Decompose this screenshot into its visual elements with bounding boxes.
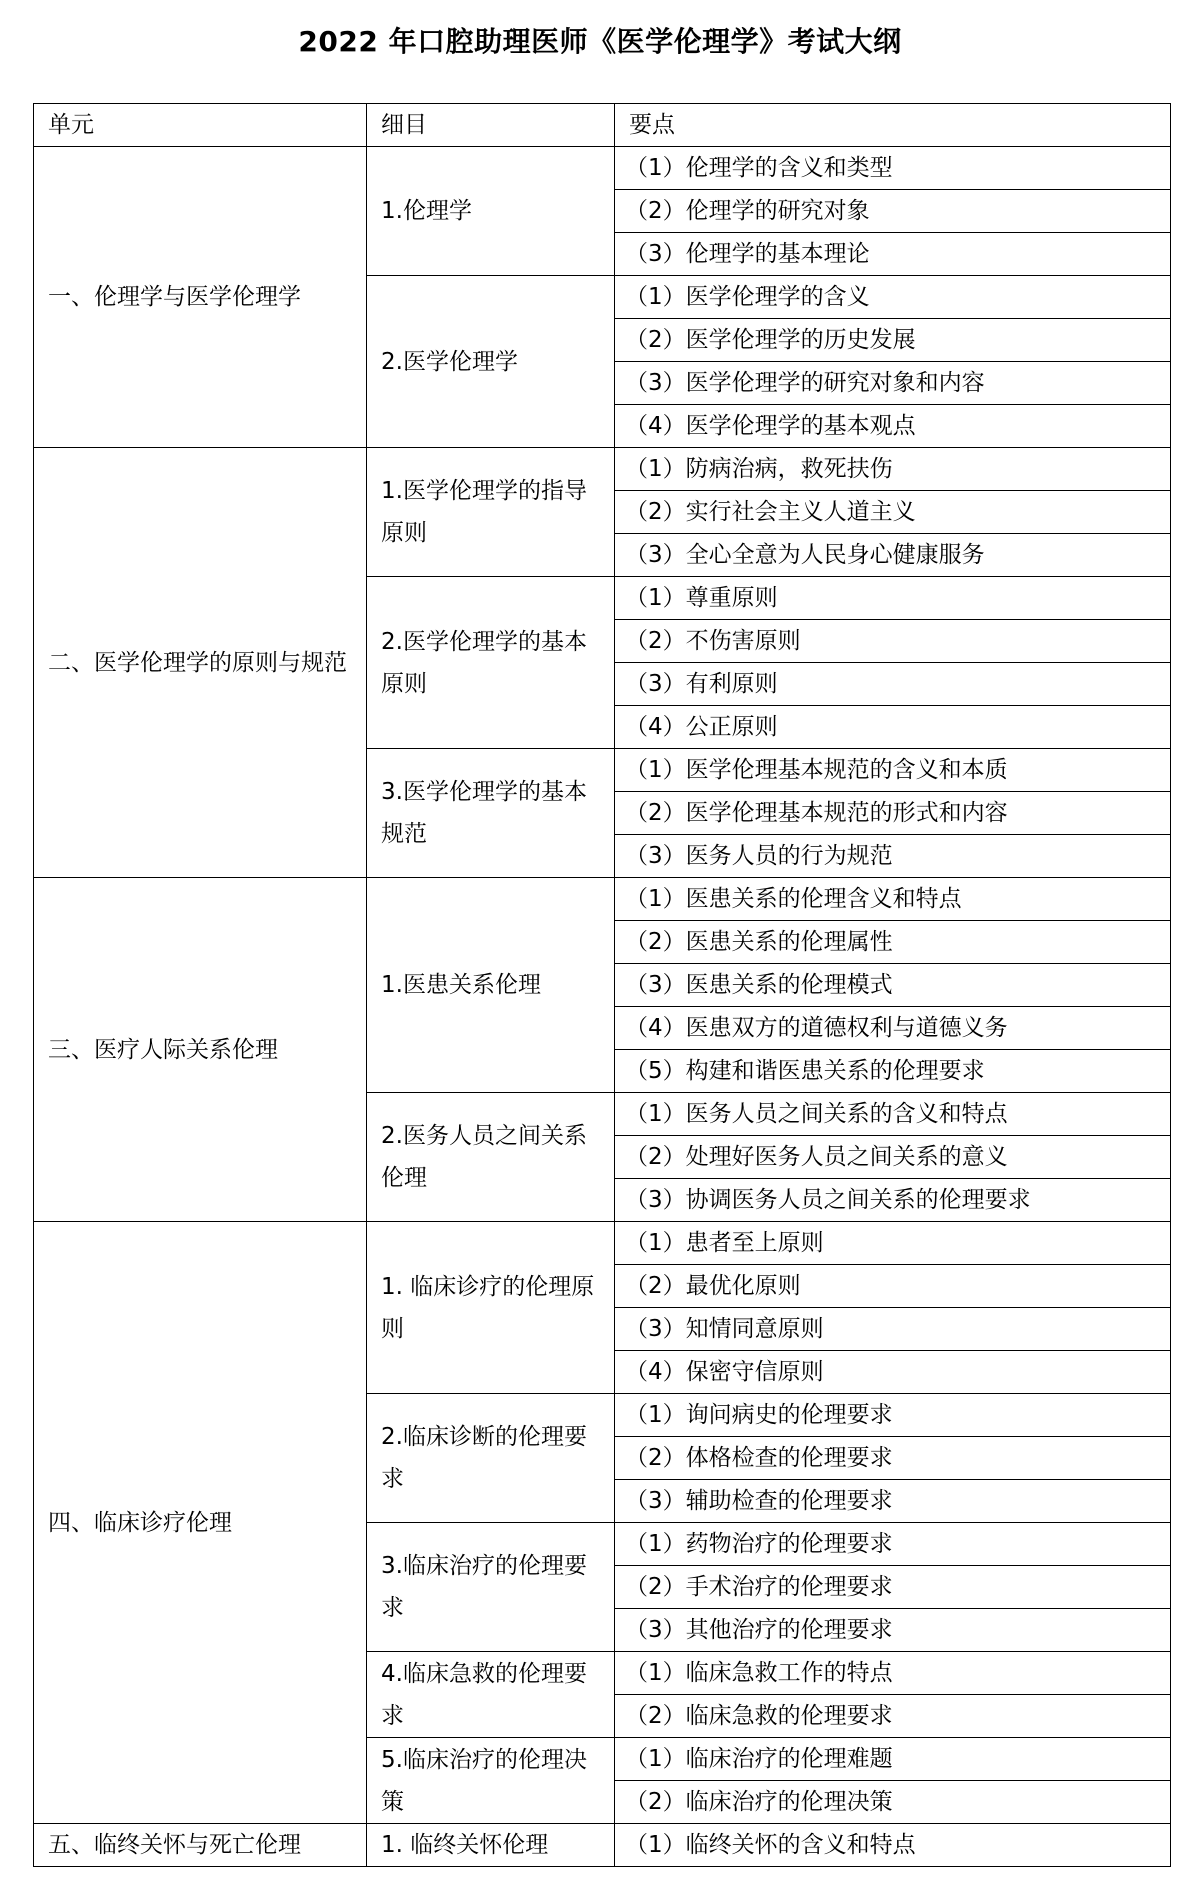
point-cell: （1）询问病史的伦理要求 [615, 1394, 1171, 1437]
point-cell: （1）药物治疗的伦理要求 [615, 1523, 1171, 1566]
point-cell: （3）医患关系的伦理模式 [615, 964, 1171, 1007]
point-cell: （2）最优化原则 [615, 1265, 1171, 1308]
point-cell: （2）体格检查的伦理要求 [615, 1437, 1171, 1480]
unit-cell: 二、医学伦理学的原则与规范 [34, 448, 367, 878]
point-cell: （3）协调医务人员之间关系的伦理要求 [615, 1179, 1171, 1222]
point-cell: （3）其他治疗的伦理要求 [615, 1609, 1171, 1652]
subitem-cell: 4.临床急救的伦理要求 [367, 1652, 615, 1738]
subitem-cell: 1. 临终关怀伦理 [367, 1824, 615, 1867]
point-cell: （2）医患关系的伦理属性 [615, 921, 1171, 964]
table-row [34, 147, 1171, 190]
table-row [34, 448, 1171, 491]
point-cell: （3）有利原则 [615, 663, 1171, 706]
point-cell: （1）防病治病，救死扶伤 [615, 448, 1171, 491]
point-cell: （3）医学伦理学的研究对象和内容 [615, 362, 1171, 405]
subitem-cell: 3.医学伦理学的基本规范 [367, 749, 615, 878]
point-cell: （5）构建和谐医患关系的伦理要求 [615, 1050, 1171, 1093]
subitem-cell: 2.临床诊断的伦理要求 [367, 1394, 615, 1523]
header-subitem: 细目 [367, 104, 615, 147]
table-header-row [34, 104, 1171, 147]
point-cell: （3）知情同意原则 [615, 1308, 1171, 1351]
point-cell: （1）临床急救工作的特点 [615, 1652, 1171, 1695]
subitem-cell: 1.医患关系伦理 [367, 878, 615, 1093]
point-cell: （1）伦理学的含义和类型 [615, 147, 1171, 190]
point-cell: （1）临床治疗的伦理难题 [615, 1738, 1171, 1781]
point-cell: （2）临床急救的伦理要求 [615, 1695, 1171, 1738]
table-row [34, 1222, 1171, 1265]
point-cell: （4）公正原则 [615, 706, 1171, 749]
point-cell: （1）患者至上原则 [615, 1222, 1171, 1265]
point-cell: （2）手术治疗的伦理要求 [615, 1566, 1171, 1609]
point-cell: （3）辅助检查的伦理要求 [615, 1480, 1171, 1523]
subitem-cell: 1.医学伦理学的指导原则 [367, 448, 615, 577]
document-title: 2022 年口腔助理医师《医学伦理学》考试大纲 [298, 25, 902, 58]
subitem-cell: 1.伦理学 [367, 147, 615, 276]
table-body [34, 147, 1171, 1867]
point-cell: （1）医务人员之间关系的含义和特点 [615, 1093, 1171, 1136]
subitem-cell: 2.医务人员之间关系伦理 [367, 1093, 615, 1222]
subitem-cell: 5.临床治疗的伦理决策 [367, 1738, 615, 1824]
subitem-cell: 1. 临床诊疗的伦理原则 [367, 1222, 615, 1394]
point-cell: （2）伦理学的研究对象 [615, 190, 1171, 233]
point-cell: （4）医学伦理学的基本观点 [615, 405, 1171, 448]
table-row [34, 1824, 1171, 1867]
subitem-cell: 2.医学伦理学 [367, 276, 615, 448]
unit-cell: 四、临床诊疗伦理 [34, 1222, 367, 1824]
point-cell: （4）保密守信原则 [615, 1351, 1171, 1394]
subitem-cell: 2.医学伦理学的基本原则 [367, 577, 615, 749]
unit-cell: 五、临终关怀与死亡伦理 [34, 1824, 367, 1867]
header-unit: 单元 [34, 104, 367, 147]
point-cell: （1）医学伦理基本规范的含义和本质 [615, 749, 1171, 792]
point-cell: （2）医学伦理基本规范的形式和内容 [615, 792, 1171, 835]
point-cell: （2）不伤害原则 [615, 620, 1171, 663]
unit-cell: 一、伦理学与医学伦理学 [34, 147, 367, 448]
subitem-cell: 3.临床治疗的伦理要求 [367, 1523, 615, 1652]
point-cell: （2）处理好医务人员之间关系的意义 [615, 1136, 1171, 1179]
point-cell: （3）伦理学的基本理论 [615, 233, 1171, 276]
exam-outline-table [33, 103, 1171, 1867]
point-cell: （2）医学伦理学的历史发展 [615, 319, 1171, 362]
point-cell: （2）实行社会主义人道主义 [615, 491, 1171, 534]
point-cell: （3）全心全意为人民身心健康服务 [615, 534, 1171, 577]
point-cell: （1）医学伦理学的含义 [615, 276, 1171, 319]
point-cell: （3）医务人员的行为规范 [615, 835, 1171, 878]
table-row [34, 878, 1171, 921]
point-cell: （2）临床治疗的伦理决策 [615, 1781, 1171, 1824]
point-cell: （4）医患双方的道德权利与道德义务 [615, 1007, 1171, 1050]
point-cell: （1）医患关系的伦理含义和特点 [615, 878, 1171, 921]
header-point: 要点 [615, 104, 1171, 147]
point-cell: （1）尊重原则 [615, 577, 1171, 620]
unit-cell: 三、医疗人际关系伦理 [34, 878, 367, 1222]
point-cell: （1）临终关怀的含义和特点 [615, 1824, 1171, 1867]
